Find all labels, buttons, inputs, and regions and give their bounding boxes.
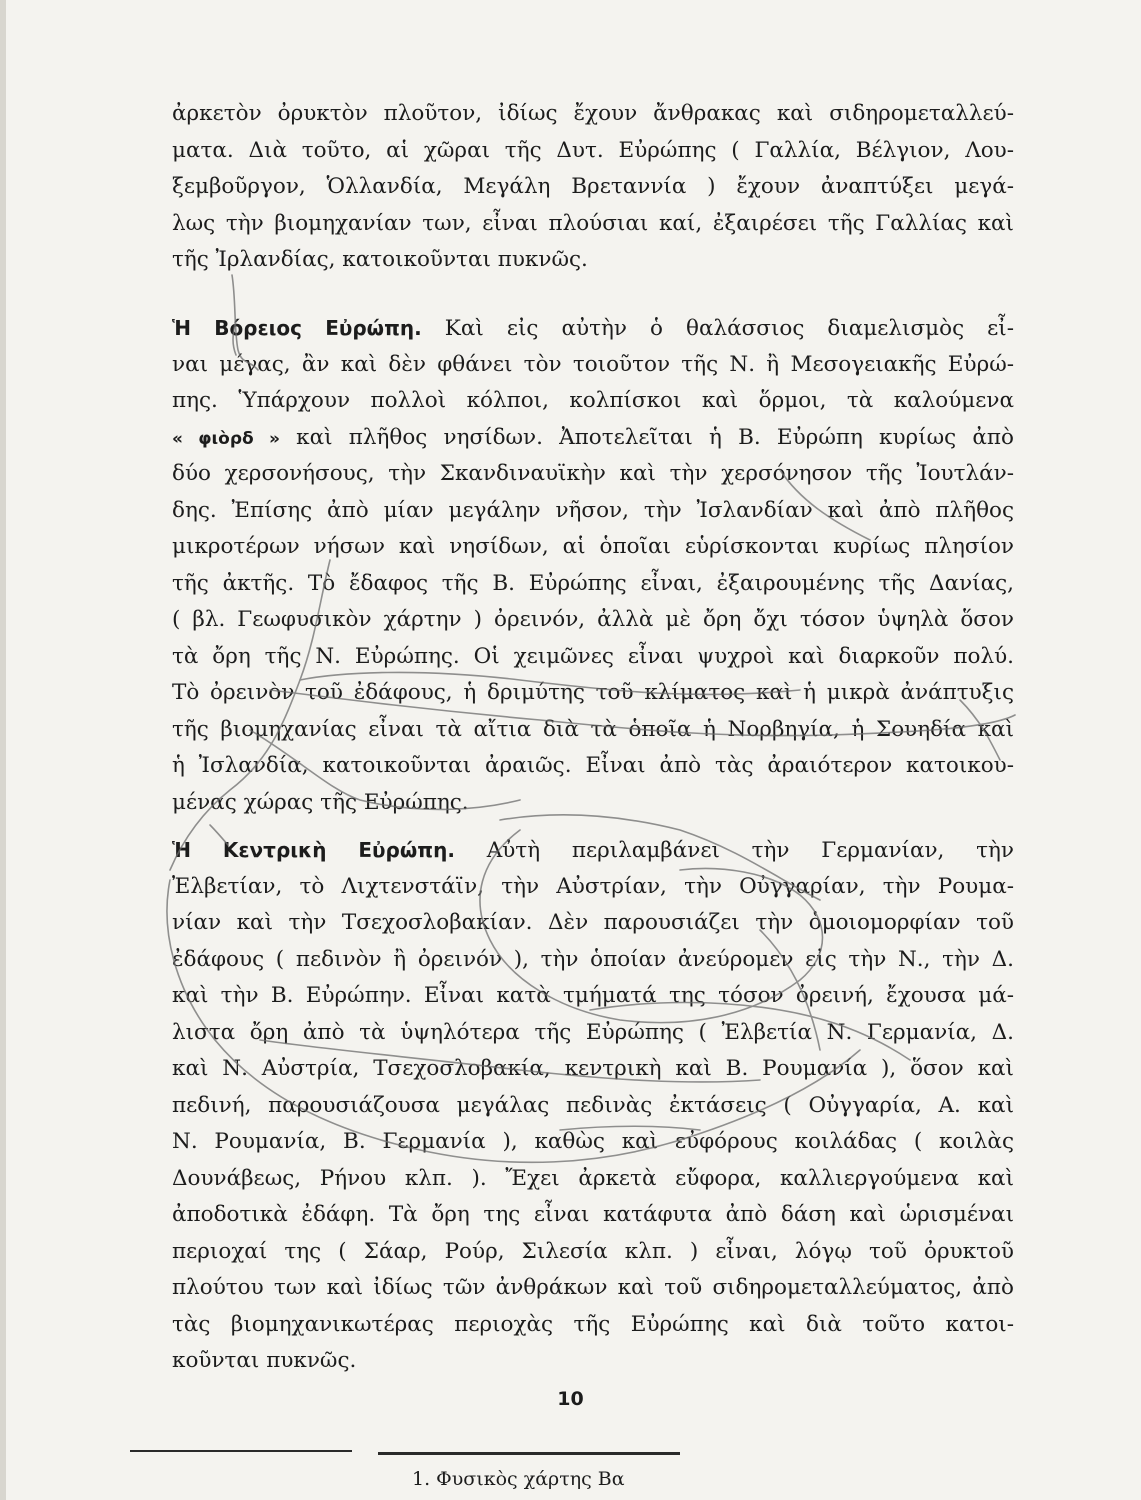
footnote-text: 1. Φυσικὸς χάρτης Βα	[412, 1468, 625, 1490]
text-line: καὶ τὴν Β. Εὐρώπην. Εἶναι κατὰ τμήματά της τόσον ὀρεινή, ἔχουσα μά-	[172, 983, 1014, 1008]
section-first-line	[172, 310, 1014, 347]
text-line: ξεμβοῦργον, Ὁλλανδία, Μεγάλη Βρεταννία ) ἔχουν ἀναπτύξει μεγά-	[172, 174, 1014, 199]
text-line: Δουνάβεως, Ρήνου κλπ. ). Ἔχει ἀρκετὰ εὔφορα, καλλιεργούμενα καὶ	[172, 1165, 1014, 1191]
text-line: Ν. Ρουμανία, Β. Γερμανία ), καθὼς καὶ εὐφόρους κοιλάδας ( κοιλὰς	[172, 1129, 1014, 1154]
text-line: λιστα ὄρη ἀπὸ τὰ ὑψηλότερα τῆς Εὐρώπης ( Ἐλβετία Ν. Γερμανία, Δ.	[172, 1019, 1014, 1045]
section-northern-europe	[172, 310, 1014, 821]
text-line: ( βλ. Γεωφυσικὸν χάρτην ) ὀρεινόν, ἀλλὰ μὲ ὄρη ὄχι τόσον ὑψηλὰ ὅσον	[172, 607, 1014, 632]
footnote-rule-left	[130, 1450, 352, 1452]
text-line: καὶ Ν. Αὐστρία, Τσεχοσλοβακία, κεντρικὴ καὶ Β. Ρουμανία ), ὅσον καὶ	[172, 1056, 1014, 1081]
text-line: νίαν καὶ τὴν Τσεχοσλοβακίαν. Δὲν παρουσιάζει τὴν ὁμοιομορφίαν τοῦ	[172, 910, 1014, 935]
section-first-line	[172, 832, 1014, 869]
term-fjord: « φιὸρδ »	[172, 428, 280, 449]
text-line: μένας χώρας τῆς Εὐρώπης.	[172, 789, 469, 815]
text-line-with-term	[172, 420, 1014, 457]
text-line: Ἐλβετίαν, τὸ Λιχτενστάϊν, τὴν Αὐστρίαν, τὴν Οὐγγαρίαν, τὴν Ρουμα-	[172, 873, 1014, 899]
text-line: μικροτέρων νήσων καὶ νησίδων, αἱ ὁποῖαι εὑρίσκονται κυρίως πλησίον	[172, 534, 1014, 559]
text-line: Τὸ ὀρεινὸν τοῦ ἐδάφους, ἡ δριμύτης τοῦ κλίματος καὶ ἡ μικρὰ ἀνάπτυξις	[172, 680, 1014, 705]
section-central-europe	[172, 832, 1014, 1380]
text-line: ἀρκετὸν ὀρυκτὸν πλοῦτον, ἰδίως ἔχουν ἄνθρακας καὶ σιδηρομεταλλεύ-	[172, 101, 1014, 126]
text-line: ναι μέγας, ἂν καὶ δὲν φθάνει τὸν τοιοῦτον τῆς Ν. ἢ Μεσογειακῆς Εὐρώ-	[172, 351, 1014, 377]
section-heading-central-europe: Ἡ Κεντρικὴ Εὐρώπη.	[172, 838, 455, 862]
page-number: 10	[557, 1388, 584, 1410]
text-line: ἐδάφους ( πεδινὸν ἢ ὀρεινόν ), τὴν ὁποίαν ἀνεύρομεν εἰς τὴν Ν., τὴν Δ.	[172, 946, 1014, 972]
text-line: περιοχαί της ( Σάαρ, Ρούρ, Σιλεσία κλπ. ) εἶναι, λόγῳ τοῦ ὀρυκτοῦ	[172, 1238, 1014, 1264]
text-line: πλούτου των καὶ ἰδίως τῶν ἀνθράκων καὶ τοῦ σιδηρομεταλλεύματος, ἀπὸ	[172, 1275, 1014, 1300]
text-line: ἀποδοτικὰ ἐδάφη. Τὰ ὄρη της εἶναι κατάφυτα ἀπὸ δάση καὶ ὡρισμέναι	[172, 1202, 1014, 1227]
text-line: δης. Ἐπίσης ἀπὸ μίαν μεγάλην νῆσον, τὴν Ἰσλανδίαν καὶ ἀπὸ πλῆθος	[172, 497, 1014, 523]
text-line: ματα. Διὰ τοῦτο, αἱ χῶραι τῆς Δυτ. Εὐρώπης ( Γαλλία, Βέλγιον, Λου-	[172, 137, 1014, 163]
text-line: πης. Ὑπάρχουν πολλοὶ κόλποι, κολπίσκοι καὶ ὅρμοι, τὰ καλούμενα	[172, 388, 1014, 413]
text-line: πεδινή, παρουσιάζουσα μεγάλας πεδινὰς ἐκτάσεις ( Οὐγγαρία, Α. καὶ	[172, 1092, 1014, 1118]
text-line: λως τὴν βιομηχανίαν των, εἶναι πλούσιαι καί, ἐξαιρέσει τῆς Γαλλίας καὶ	[172, 210, 1014, 236]
text-line: κοῦνται πυκνῶς.	[172, 1348, 357, 1373]
scan-edge-shadow	[0, 0, 6, 1500]
text-run: καὶ πλῆθος νησίδων. Ἀποτελεῖται ἡ Β. Εὐρώπη κυρίως ἀπὸ	[296, 424, 1014, 450]
text-line: τῆς Ἰρλανδίας, κατοικοῦνται πυκνῶς.	[172, 247, 588, 272]
section-heading-northern-europe: Ἡ Βόρειος Εὐρώπη.	[172, 316, 422, 340]
text-line: ἡ Ἰσλανδία, κατοικοῦνται ἀραιῶς. Εἶναι ἀπὸ τὰς ἀραιότερον κατοικου-	[172, 753, 1014, 778]
text-line: τὰ ὄρη τῆς Ν. Εὐρώπης. Οἱ χειμῶνες εἶναι ψυχροὶ καὶ διαρκοῦν πολύ.	[172, 643, 1014, 669]
text-line: δύο χερσονήσους, τὴν Σκανδιναυϊκὴν καὶ τὴν χερσόνησον τῆς Ἰουτλάν-	[172, 461, 1014, 486]
text-run: Αὐτὴ περιλαμβάνει τὴν Γερμανίαν, τὴν	[486, 838, 1014, 863]
paragraph-western-europe	[172, 96, 1014, 279]
text-line: τῆς ἀκτῆς. Τὸ ἔδαφος τῆς Β. Εὐρώπης εἶναι, ἐξαιρουμένης τῆς Δανίας,	[172, 570, 1014, 596]
footnote-rule-right	[378, 1452, 680, 1455]
text-line: τὰς βιομηχανικωτέρας περιοχὰς τῆς Εὐρώπης καὶ διὰ τοῦτο κατοι-	[172, 1311, 1014, 1337]
text-line: τῆς βιομηχανίας εἶναι τὰ αἴτια διὰ τὰ ὁποῖα ἡ Νορβηγία, ἡ Σουηδία καὶ	[172, 716, 1014, 742]
text-run: Καὶ εἰς αὐτὴν ὁ θαλάσσιος διαμελισμὸς εἶ-	[444, 316, 1014, 341]
